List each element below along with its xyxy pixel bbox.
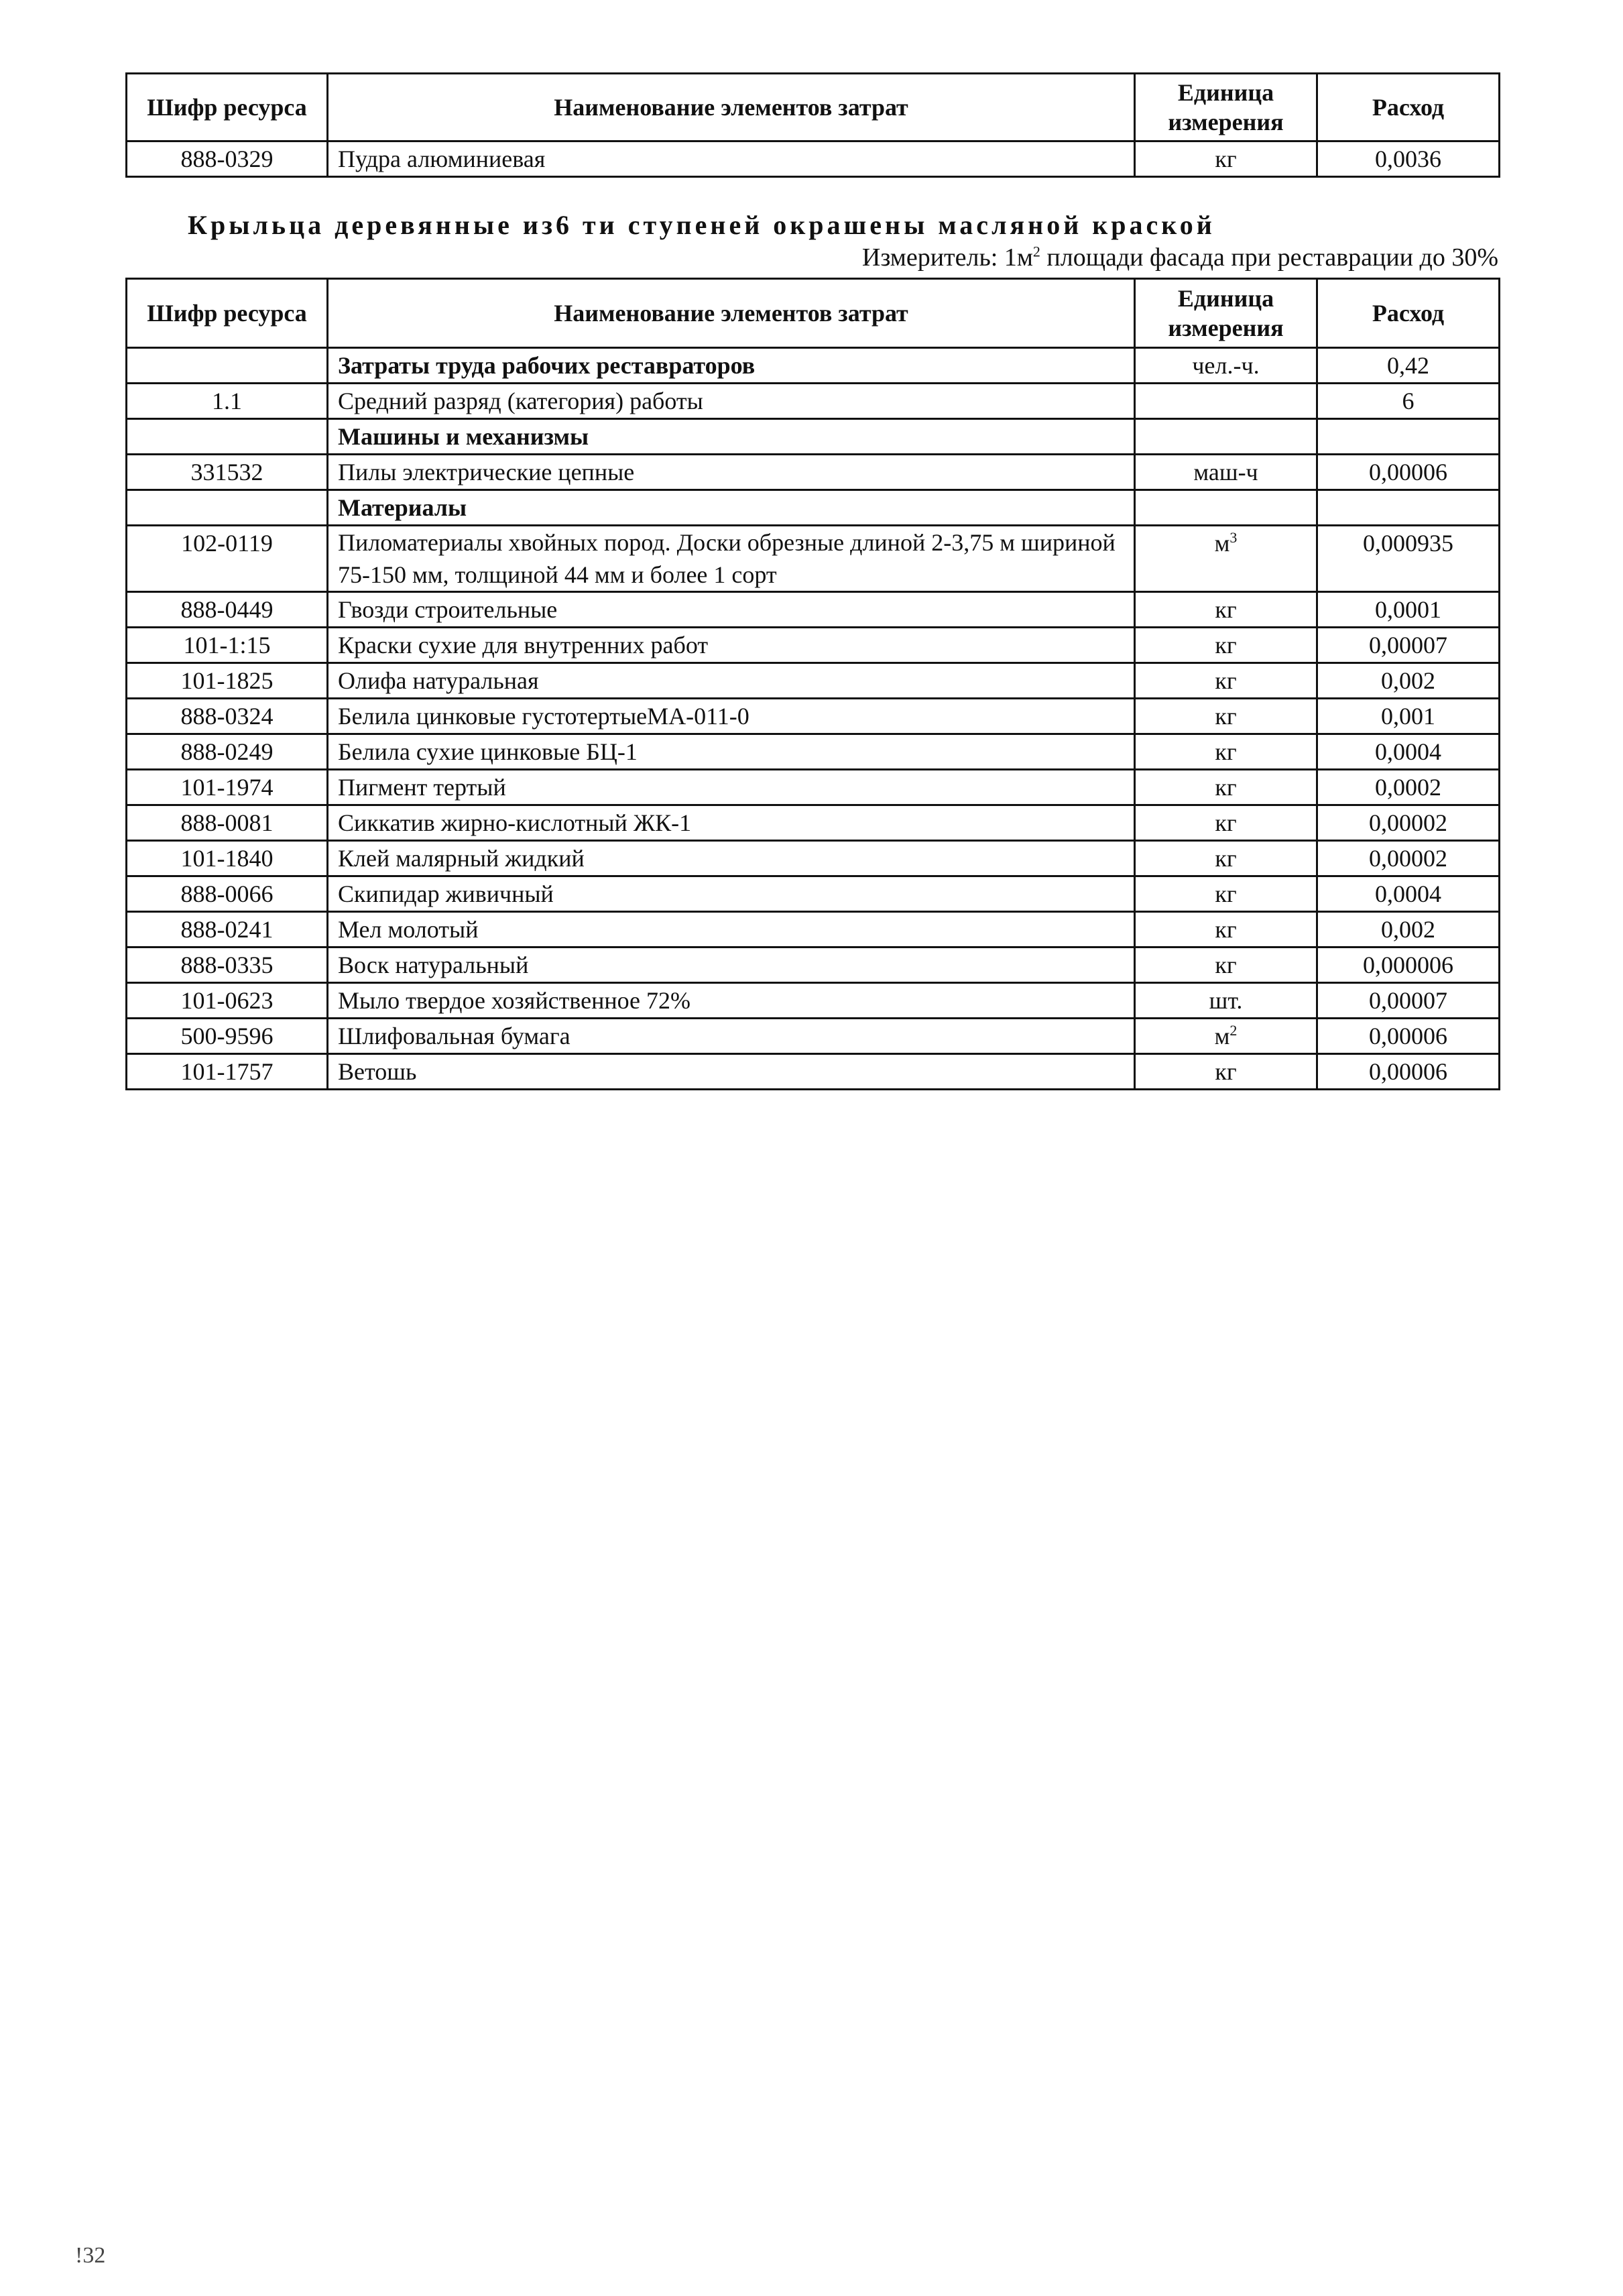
- cell-name: Ветошь: [328, 1054, 1135, 1090]
- table-row: [127, 526, 1500, 592]
- table-row: [127, 348, 1500, 384]
- cell-name: Краски сухие для внутренних работ: [328, 628, 1135, 663]
- table-row: [127, 419, 1500, 455]
- cell-name: Пудра алюминиевая: [328, 141, 1135, 177]
- cell-name: Средний разряд (категория) работы: [328, 384, 1135, 419]
- header-consumption: Расход: [1317, 74, 1500, 141]
- cell-value: 0,00007: [1317, 983, 1500, 1019]
- cell-unit: [1135, 419, 1317, 455]
- table-row: [127, 770, 1500, 805]
- resource-table-2: [125, 278, 1500, 1090]
- cell-code: 101-1757: [127, 1054, 328, 1090]
- table-row: [127, 592, 1500, 628]
- cell-code: 500-9596: [127, 1019, 328, 1054]
- cell-code: 888-0241: [127, 912, 328, 948]
- measure-suffix: площади фасада при реставрации до 30%: [1040, 243, 1498, 272]
- cell-name: Клей малярный жидкий: [328, 841, 1135, 876]
- measure-line: [862, 243, 1498, 272]
- cell-code: 888-0449: [127, 592, 328, 628]
- table-row: [127, 384, 1500, 419]
- header-unit: Единица измерения: [1135, 279, 1317, 348]
- cell-name: Скипидар живичный: [328, 876, 1135, 912]
- cell-name: Воск натуральный: [328, 948, 1135, 983]
- cell-code: [127, 419, 328, 455]
- cell-unit: кг: [1135, 141, 1317, 177]
- table-row: [127, 663, 1500, 699]
- cell-unit: кг: [1135, 592, 1317, 628]
- header-name: Наименование элементов затрат: [328, 279, 1135, 348]
- cell-value: 0,0036: [1317, 141, 1500, 177]
- cell-name: Олифа натуральная: [328, 663, 1135, 699]
- cell-name: Мел молотый: [328, 912, 1135, 948]
- cell-name: Гвозди строительные: [328, 592, 1135, 628]
- table-row: [127, 455, 1500, 490]
- cell-unit: кг: [1135, 663, 1317, 699]
- table-row: [127, 141, 1500, 177]
- cell-value: 0,0004: [1317, 734, 1500, 770]
- cell-value: 0,00006: [1317, 1019, 1500, 1054]
- cell-unit: маш-ч: [1135, 455, 1317, 490]
- unit-base: м: [1214, 530, 1230, 557]
- table-row: [127, 490, 1500, 526]
- cell-code: 101-1974: [127, 770, 328, 805]
- cell-unit: чел.-ч.: [1135, 348, 1317, 384]
- table-row: [127, 805, 1500, 841]
- cell-code: 101-1:15: [127, 628, 328, 663]
- cell-name: Сиккатив жирно-кислотный ЖК-1: [328, 805, 1135, 841]
- cell-name: Пилы электрические цепные: [328, 455, 1135, 490]
- cell-value: 0,00007: [1317, 628, 1500, 663]
- cell-unit: кг: [1135, 841, 1317, 876]
- measure-sup: 2: [1032, 243, 1040, 260]
- header-row: [127, 279, 1500, 348]
- cell-unit: кг: [1135, 734, 1317, 770]
- cell-unit: [1135, 1019, 1317, 1054]
- cell-name: Машины и механизмы: [328, 419, 1135, 455]
- unit-sup: 2: [1229, 1022, 1238, 1039]
- unit-base: м: [1214, 1023, 1230, 1049]
- cell-name: Шлифовальная бумага: [328, 1019, 1135, 1054]
- unit-sup: 3: [1229, 529, 1238, 546]
- cell-value: 0,00002: [1317, 841, 1500, 876]
- cell-value: 0,002: [1317, 663, 1500, 699]
- cell-value: 0,002: [1317, 912, 1500, 948]
- page-number: !32: [75, 2243, 106, 2268]
- section-title: Крыльца деревянные из6 ти ступеней окрашены масляной краской: [188, 210, 1215, 240]
- cell-unit: кг: [1135, 876, 1317, 912]
- cell-code: 101-1825: [127, 663, 328, 699]
- cell-code: 888-0335: [127, 948, 328, 983]
- cell-value: 0,000006: [1317, 948, 1500, 983]
- cell-name: Пигмент тертый: [328, 770, 1135, 805]
- cell-unit: кг: [1135, 699, 1317, 734]
- table-row: [127, 734, 1500, 770]
- cell-name: Затраты труда рабочих реставраторов: [328, 348, 1135, 384]
- cell-code: 888-0066: [127, 876, 328, 912]
- table-row: [127, 1019, 1500, 1054]
- cell-code: 888-0249: [127, 734, 328, 770]
- header-row: [127, 74, 1500, 141]
- cell-unit: кг: [1135, 948, 1317, 983]
- cell-name: Мыло твердое хозяйственное 72%: [328, 983, 1135, 1019]
- header-name: Наименование элементов затрат: [328, 74, 1135, 141]
- table-row: [127, 699, 1500, 734]
- cell-code: 101-0623: [127, 983, 328, 1019]
- cell-code: 102-0119: [127, 526, 328, 592]
- cell-code: 888-0081: [127, 805, 328, 841]
- cell-unit: кг: [1135, 912, 1317, 948]
- cell-value: 0,00002: [1317, 805, 1500, 841]
- cell-value: 0,0002: [1317, 770, 1500, 805]
- cell-code: 331532: [127, 455, 328, 490]
- measure-prefix: Измеритель: 1м: [861, 243, 1033, 272]
- cell-unit: [1135, 490, 1317, 526]
- cell-value: 0,0004: [1317, 876, 1500, 912]
- cell-unit: кг: [1135, 770, 1317, 805]
- cell-unit: кг: [1135, 628, 1317, 663]
- cell-code: [127, 348, 328, 384]
- cell-code: 888-0329: [127, 141, 328, 177]
- cell-value: 0,000935: [1317, 526, 1500, 592]
- cell-name: Материалы: [328, 490, 1135, 526]
- table-row: [127, 841, 1500, 876]
- cell-value: [1317, 490, 1500, 526]
- cell-unit: кг: [1135, 805, 1317, 841]
- cell-unit: [1135, 384, 1317, 419]
- table-row: [127, 628, 1500, 663]
- cell-code: 888-0324: [127, 699, 328, 734]
- cell-unit: кг: [1135, 1054, 1317, 1090]
- cell-value: 0,42: [1317, 348, 1500, 384]
- header-unit: Единица измерения: [1135, 74, 1317, 141]
- cell-unit: шт.: [1135, 983, 1317, 1019]
- cell-code: 101-1840: [127, 841, 328, 876]
- cell-value: 6: [1317, 384, 1500, 419]
- resource-table-1: [125, 72, 1500, 178]
- table-row: [127, 912, 1500, 948]
- table2-body: [127, 348, 1500, 1090]
- table-row: [127, 1054, 1500, 1090]
- table-row: [127, 876, 1500, 912]
- cell-code: 1.1: [127, 384, 328, 419]
- cell-value: 0,00006: [1317, 455, 1500, 490]
- cell-code: [127, 490, 328, 526]
- cell-name: Белила цинковые густотертыеМА-011-0: [328, 699, 1135, 734]
- cell-value: 0,001: [1317, 699, 1500, 734]
- cell-value: 0,0001: [1317, 592, 1500, 628]
- cell-value: 0,00006: [1317, 1054, 1500, 1090]
- header-code: Шифр ресурса: [127, 74, 328, 141]
- header-code: Шифр ресурса: [127, 279, 328, 348]
- cell-name: Белила сухие цинковые БЦ-1: [328, 734, 1135, 770]
- header-consumption: Расход: [1317, 279, 1500, 348]
- cell-value: [1317, 419, 1500, 455]
- cell-name: Пиломатериалы хвойных пород. Доски обрезные длиной 2-3,75 м шириной 75-150 мм, толщиной 44 мм и более 1 сорт: [328, 526, 1135, 592]
- table-row: [127, 948, 1500, 983]
- table-row: [127, 983, 1500, 1019]
- cell-unit: [1135, 526, 1317, 592]
